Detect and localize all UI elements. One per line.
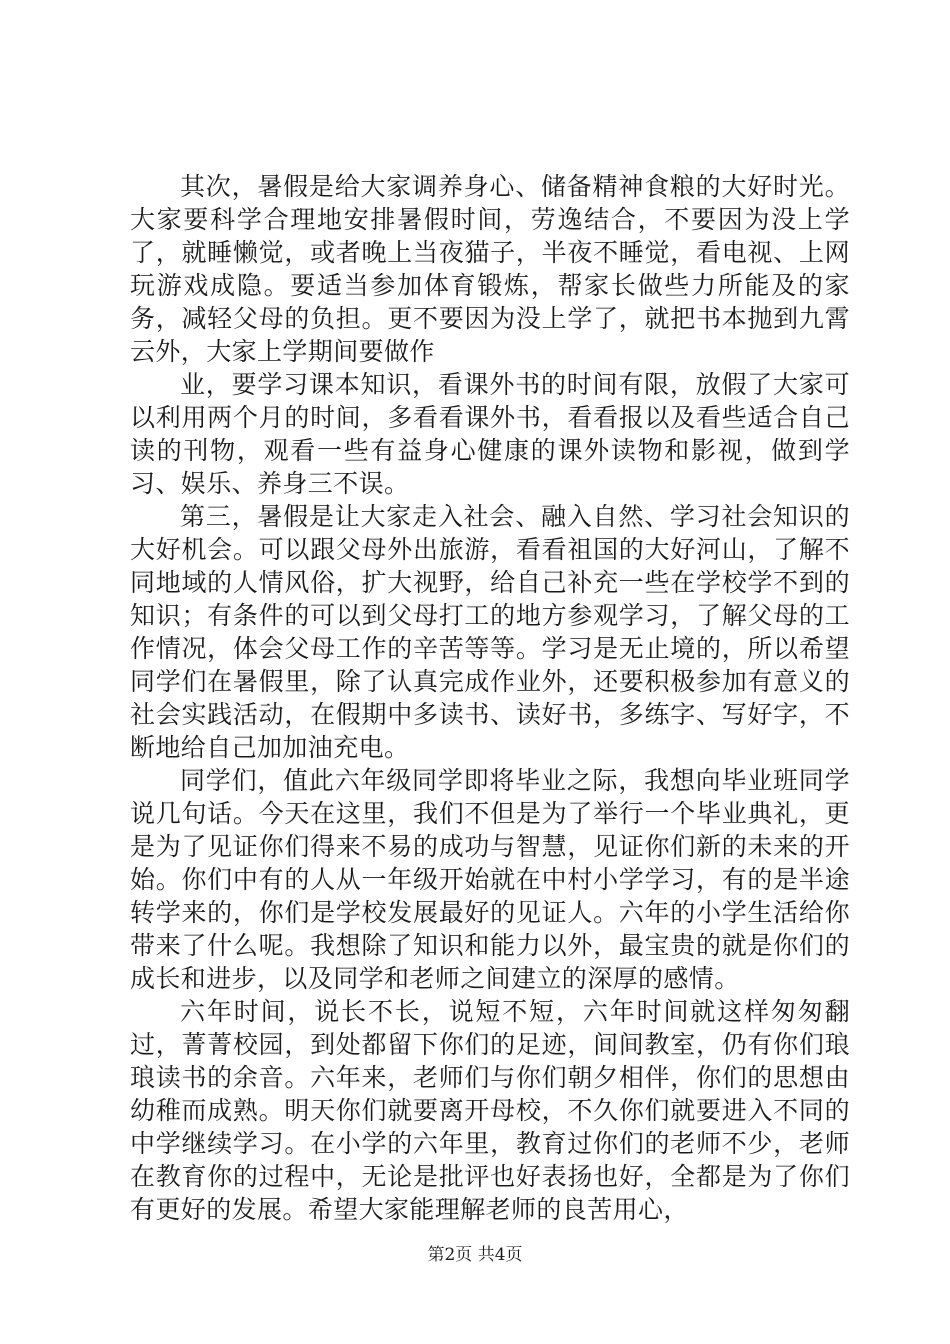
paragraph-3: 第三，暑假是让大家走入社会、融入自然、学习社会知识的大好机会。可以跟父母外出旅游，看看祖国的大好河山，了解不同地域的人情风俗，扩大视野，给自己补充一些在学校学不到的知识；有条件的可以到父母打工的地方参观学习，了解父母的工作情况，体会父母工作的辛苦等等。学习是无止境的，所以希望同学们在暑假里，除了认真完成作业外，还要积极参加有意义的社会实践活动，在假期中多读书、读好书，多练字、写好字，不断地给自己加加油充电。	[130, 502, 850, 762]
paragraph-4: 同学们，值此六年级同学即将毕业之际，我想向毕业班同学说几句话。今天在这里，我们不但是为了举行一个毕业典礼，更是为了见证你们得来不易的成功与智慧，见证你们新的未来的开始。你们中有的人从一年级开始就在中村小学学习，有的是半途转学来的，你们是学校发展最好的见证人。六年的小学生活给你带来了什么呢。我想除了知识和能力以外，最宝贵的就是你们的成长和进步，以及同学和老师之间建立的深厚的感情。	[130, 766, 850, 993]
page-number-footer: 第2页 共4页	[427, 1245, 523, 1265]
paragraph-1: 其次，暑假是给大家调养身心、储备精神食粮的大好时光。大家要科学合理地安排暑假时间，劳逸结合，不要因为没上学了，就睡懒觉，或者晚上当夜猫子，半夜不睡觉，看电视、上网玩游戏成隐。要适当参加体育锻炼，帮家长做些力所能及的家务，减轻父母的负担。更不要因为没上学了，就把书本抛到九霄云外，大家上学期间要做作	[130, 172, 850, 366]
paragraph-5: 六年时间，说长不长，说短不短，六年时间就这样匆匆翻过，菁菁校园，到处都留下你们的足迹，间间教室，仍有你们琅琅读书的余音。六年来，老师们与你们朝夕相伴，你们的思想由幼稚而成熟。明天你们就要离开母校，不久你们就要进入不同的中学继续学习。在小学的六年里，教育过你们的老师不少，老师在教育你的过程中，无论是批评也好表扬也好，全都是为了你们有更好的发展。希望大家能理解老师的良苦用心，	[130, 997, 850, 1224]
body-text	[130, 170, 850, 1226]
paragraph-2: 业，要学习课本知识，看课外书的时间有限，放假了大家可以利用两个月的时间，多看看课外书，看看报以及看些适合自己读的刊物，观看一些有益身心健康的课外读物和影视，做到学习、娱乐、养身三不误。	[130, 370, 850, 498]
